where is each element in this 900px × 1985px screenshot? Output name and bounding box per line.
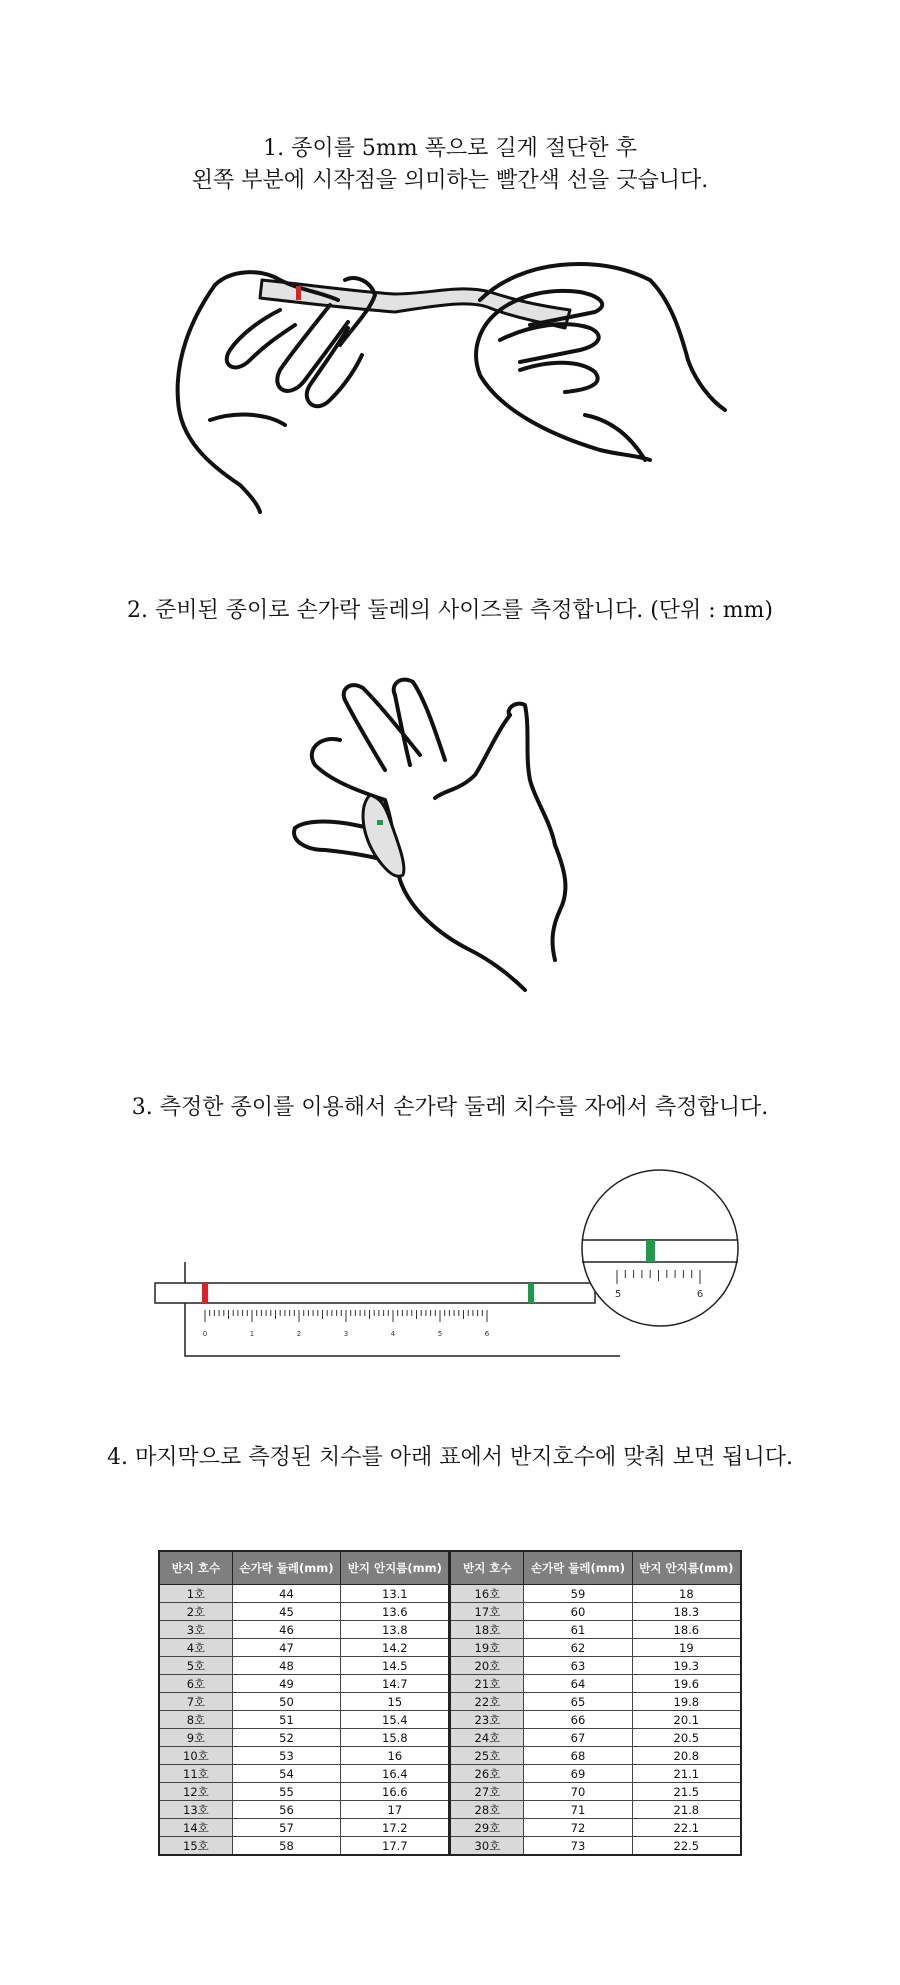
table-cell: 6호: [159, 1675, 232, 1693]
table-cell: 47: [232, 1639, 340, 1657]
table-cell: 65: [524, 1693, 632, 1711]
table-cell: 21.1: [632, 1765, 741, 1783]
table-cell: 21.5: [632, 1783, 741, 1801]
table-cell: 22호: [450, 1693, 524, 1711]
table-cell: 14.5: [341, 1657, 450, 1675]
table-cell: 29호: [450, 1819, 524, 1837]
table-cell: 52: [232, 1729, 340, 1747]
table-cell: 17호: [450, 1603, 524, 1621]
table-cell: 16호: [450, 1585, 524, 1603]
table-cell: 60: [524, 1603, 632, 1621]
table-cell: 20호: [450, 1657, 524, 1675]
header-ring-size-2: 반지 호수: [450, 1551, 524, 1585]
table-row: [159, 1801, 741, 1819]
table-cell: 46: [232, 1621, 340, 1639]
table-cell: 67: [524, 1729, 632, 1747]
table-cell: 12호: [159, 1783, 232, 1801]
table-row: [159, 1585, 741, 1603]
table-cell: 13.1: [341, 1585, 450, 1603]
table-cell: 20.1: [632, 1711, 741, 1729]
table-row: [159, 1621, 741, 1639]
header-ring-inner-diameter: 반지 안지름(mm): [341, 1551, 450, 1585]
table-cell: 3호: [159, 1621, 232, 1639]
header-finger-circumference: 손가락 둘레(mm): [232, 1551, 340, 1585]
table-cell: 15: [341, 1693, 450, 1711]
table-cell: 61: [524, 1621, 632, 1639]
table-cell: 4호: [159, 1639, 232, 1657]
ruler-outline: [185, 1262, 620, 1356]
table-cell: 11호: [159, 1765, 232, 1783]
table-cell: 30호: [450, 1837, 524, 1856]
table-cell: 8호: [159, 1711, 232, 1729]
table-cell: 15.4: [341, 1711, 450, 1729]
table-cell: 15호: [159, 1837, 232, 1856]
table-cell: 72: [524, 1819, 632, 1837]
table-cell: 69: [524, 1765, 632, 1783]
table-row: [159, 1837, 741, 1856]
table-cell: 13호: [159, 1801, 232, 1819]
ruler-label: 5: [437, 1330, 443, 1338]
table-cell: 14.7: [341, 1675, 450, 1693]
table-cell: 68: [524, 1747, 632, 1765]
table-cell: 19.8: [632, 1693, 741, 1711]
table-row: [159, 1729, 741, 1747]
table-cell: 48: [232, 1657, 340, 1675]
table-cell: 22.1: [632, 1819, 741, 1837]
table-cell: 51: [232, 1711, 340, 1729]
table-cell: 20.5: [632, 1729, 741, 1747]
table-cell: 70: [524, 1783, 632, 1801]
table-cell: 53: [232, 1747, 340, 1765]
step3-instruction: [0, 1092, 900, 1124]
ruler-labels: [203, 1330, 490, 1338]
table-cell: 19.6: [632, 1675, 741, 1693]
ruler-label: 0: [202, 1330, 208, 1338]
zoom-circle: [582, 1170, 738, 1326]
step1-line2: 왼쪽 부분에 시작점을 의미하는 빨간색 선을 긋습니다.: [191, 168, 709, 193]
hands-holding-paper-strip-illustration: [170, 250, 740, 520]
table-cell: 22.5: [632, 1837, 741, 1856]
header-ring-inner-diameter-2: 반지 안지름(mm): [632, 1551, 741, 1585]
table-header-row: [159, 1551, 741, 1585]
table-cell: 19.3: [632, 1657, 741, 1675]
table-row: [159, 1693, 741, 1711]
table-cell: 18.6: [632, 1621, 741, 1639]
ruler-illustration: [150, 1170, 750, 1370]
ruler-label: 3: [343, 1330, 349, 1338]
table-cell: 16: [341, 1747, 450, 1765]
table-cell: 59: [524, 1585, 632, 1603]
table-cell: 44: [232, 1585, 340, 1603]
table-cell: 20.8: [632, 1747, 741, 1765]
ring-size-table: [158, 1550, 742, 1856]
table-cell: 56: [232, 1801, 340, 1819]
ruler-label: 6: [484, 1330, 490, 1338]
zoom-label-6: 6: [696, 1289, 704, 1300]
table-row: [159, 1711, 741, 1729]
table-cell: 17.2: [341, 1819, 450, 1837]
header-finger-circumference-2: 손가락 둘레(mm): [524, 1551, 632, 1585]
ruler-green-measure-mark: [528, 1283, 534, 1303]
table-row: [159, 1603, 741, 1621]
table-row: [159, 1747, 741, 1765]
green-measure-mark: [377, 820, 383, 825]
step1-instruction: [0, 133, 900, 197]
table-cell: 17.7: [341, 1837, 450, 1856]
table-row: [159, 1657, 741, 1675]
table-cell: 15.8: [341, 1729, 450, 1747]
table-cell: 23호: [450, 1711, 524, 1729]
table-cell: 2호: [159, 1603, 232, 1621]
table-cell: 18.3: [632, 1603, 741, 1621]
table-cell: 21.8: [632, 1801, 741, 1819]
zoom-label-5: 5: [614, 1289, 622, 1300]
table-cell: 14.2: [341, 1639, 450, 1657]
table-cell: 45: [232, 1603, 340, 1621]
table-cell: 16.6: [341, 1783, 450, 1801]
table-cell: 19: [632, 1639, 741, 1657]
header-ring-size: 반지 호수: [159, 1551, 232, 1585]
table-cell: 7호: [159, 1693, 232, 1711]
table-cell: 62: [524, 1639, 632, 1657]
ruler-label: 4: [390, 1330, 396, 1338]
table-cell: 10호: [159, 1747, 232, 1765]
table-cell: 28호: [450, 1801, 524, 1819]
table-cell: 55: [232, 1783, 340, 1801]
table-cell: 25호: [450, 1747, 524, 1765]
table-cell: 17: [341, 1801, 450, 1819]
table-cell: 9호: [159, 1729, 232, 1747]
table-row: [159, 1675, 741, 1693]
table-cell: 71: [524, 1801, 632, 1819]
step2-text: 2. 준비된 종이로 손가락 둘레의 사이즈를 측정합니다. (단위 : mm): [126, 598, 774, 623]
step3-text: 3. 측정한 종이를 이용해서 손가락 둘레 치수를 자에서 측정합니다.: [131, 1095, 769, 1120]
table-cell: 27호: [450, 1783, 524, 1801]
zoom-green-mark: [646, 1240, 655, 1262]
table-cell: 13.8: [341, 1621, 450, 1639]
table-cell: 49: [232, 1675, 340, 1693]
step4-instruction: [0, 1442, 900, 1474]
table-cell: 26호: [450, 1765, 524, 1783]
table-cell: 1호: [159, 1585, 232, 1603]
ruler-label: 1: [249, 1330, 255, 1338]
table-cell: 58: [232, 1837, 340, 1856]
table-row: [159, 1819, 741, 1837]
table-cell: 57: [232, 1819, 340, 1837]
table-cell: 18호: [450, 1621, 524, 1639]
table-row: [159, 1639, 741, 1657]
hand-measuring-finger-illustration: [285, 680, 605, 990]
table-cell: 63: [524, 1657, 632, 1675]
ruler-label: 2: [296, 1330, 302, 1338]
table-cell: 54: [232, 1765, 340, 1783]
ruler-ticks: [205, 1310, 487, 1322]
table-cell: 21호: [450, 1675, 524, 1693]
table-row: [159, 1783, 741, 1801]
table-cell: 64: [524, 1675, 632, 1693]
table-cell: 14호: [159, 1819, 232, 1837]
red-start-mark: [296, 286, 301, 300]
table-row: [159, 1765, 741, 1783]
step4-text: 4. 마지막으로 측정된 치수를 아래 표에서 반지호수에 맞춰 보면 됩니다.: [107, 1445, 793, 1470]
table-cell: 16.4: [341, 1765, 450, 1783]
paper-ring: [363, 795, 404, 876]
table-cell: 13.6: [341, 1603, 450, 1621]
table-cell: 19호: [450, 1639, 524, 1657]
ruler-red-start-mark: [202, 1283, 208, 1303]
table-cell: 18: [632, 1585, 741, 1603]
table-cell: 73: [524, 1837, 632, 1856]
step1-line1: 1. 종이를 5mm 폭으로 길게 절단한 후: [263, 136, 637, 161]
table-cell: 66: [524, 1711, 632, 1729]
table-cell: 24호: [450, 1729, 524, 1747]
step2-instruction: [0, 595, 900, 627]
table-cell: 5호: [159, 1657, 232, 1675]
table-cell: 50: [232, 1693, 340, 1711]
